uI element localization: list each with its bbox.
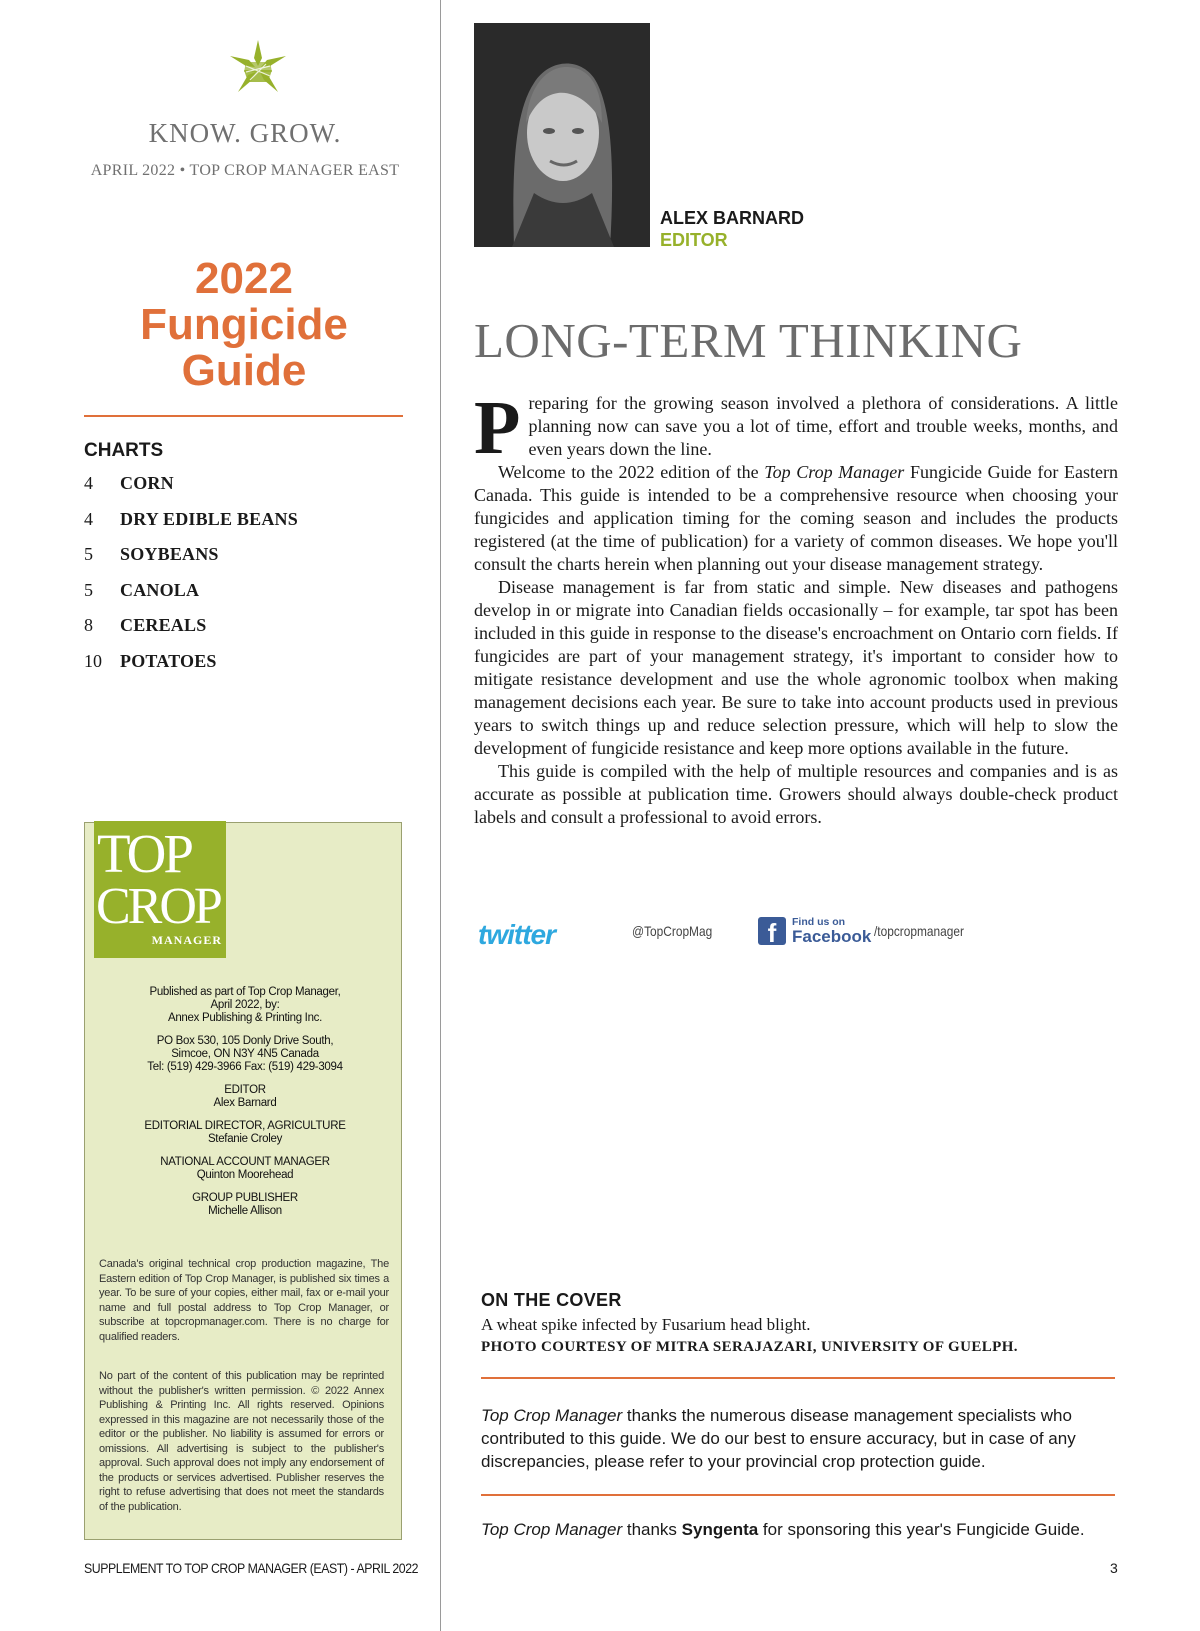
chart-list-item[interactable] bbox=[84, 544, 404, 580]
publication-name: Top Crop Manager bbox=[764, 462, 905, 482]
chart-list-item[interactable] bbox=[84, 651, 404, 687]
sponsor-name: Syngenta bbox=[681, 1520, 759, 1539]
divider-rule bbox=[481, 1494, 1115, 1496]
staff-entry bbox=[125, 1192, 365, 1218]
staff-entry bbox=[125, 1156, 365, 1182]
thanks-text: thanks the numerous disease management specialists who contributed to this guide. We do our best to ensure accuracy, but in case of any discrepancies, please refer to your provincial crop protection guide. bbox=[481, 1406, 1076, 1471]
chart-page: 4 bbox=[84, 473, 93, 493]
thanks-sponsor-note bbox=[481, 1520, 1115, 1540]
article-paragraph bbox=[474, 386, 1118, 470]
drop-cap: P bbox=[474, 386, 521, 470]
chart-list-item[interactable] bbox=[84, 509, 404, 545]
address-line: Simcoe, ON N3Y 4N5 Canada bbox=[171, 1048, 319, 1060]
staff-name: Stefanie Croley bbox=[207, 1133, 283, 1145]
guide-title-word1: Fungicide bbox=[140, 300, 348, 349]
guide-title-year: 2022 bbox=[195, 254, 293, 303]
chart-list-item[interactable] bbox=[84, 615, 404, 651]
article-paragraph: This guide is compiled with the help of multiple resources and companies and is as accurate as possible at publication time. Growers should always double-check product labels and consult a professional to avoid errors. bbox=[474, 761, 1118, 827]
thanks-text: for sponsoring this year's Fungicide Guide. bbox=[758, 1520, 1085, 1539]
facebook-wordmark[interactable]: Facebook bbox=[792, 927, 872, 946]
tagline: KNOW. GROW. bbox=[148, 118, 342, 148]
column-divider bbox=[440, 0, 441, 1631]
guide-title-word2: Guide bbox=[181, 346, 307, 395]
chart-name: DRY EDIBLE BEANS bbox=[120, 508, 298, 529]
facebook-find-us: Find us on bbox=[792, 916, 846, 928]
paragraph-text: Fungicide Guide for Eastern Canada. This guide is intended to be a comprehensive resource when choosing your fungicides and application timing for the coming season and includes the products registered (at the time of publication) for a variety of common diseases. We hope you'll consult the charts herein when planning out your disease management strategy. bbox=[474, 462, 1118, 574]
cover-photo-credit: PHOTO COURTESY OF MITRA SERAJAZARI, UNIVERSITY OF GUELPH. bbox=[481, 1339, 1018, 1355]
thanks-text: thanks bbox=[622, 1520, 682, 1539]
editor-portrait-photo bbox=[474, 23, 650, 247]
wheat-star-logo-icon bbox=[224, 36, 292, 104]
chart-name: POTATOES bbox=[120, 650, 217, 671]
publication-name: Top Crop Manager bbox=[481, 1520, 623, 1539]
chart-list-item[interactable] bbox=[84, 580, 404, 616]
chart-page: 5 bbox=[84, 579, 93, 600]
logo-manager-text: MANAGER bbox=[151, 933, 222, 947]
article-paragraph bbox=[474, 461, 1118, 576]
staff-role: GROUP PUBLISHER bbox=[192, 1192, 298, 1204]
publisher-line: Annex Publishing & Printing Inc. bbox=[167, 1012, 323, 1024]
publisher-line: Published as part of Top Crop Manager, bbox=[149, 986, 341, 998]
guide-title bbox=[84, 256, 404, 394]
charts-list bbox=[84, 473, 404, 686]
title-rule bbox=[84, 415, 403, 417]
staff-name: Quinton Moorehead bbox=[196, 1169, 294, 1181]
article-paragraph: Disease management is far from static and simple. New diseases and pathogens develop in or migrate into Canadian fields occasionally – for example, tar spot has been included in this guide in response to the disease's encroachment on Ontario corn fields. If fungicides are part of your management strategy, it's important to consider how to mitigate resistance development and use the whole agronomic toolbox when making management decisions each year. Be sure to take into account products used in previous years to switch things up and reduce selection pressure, which will help to slow the development of fungicide resistance and keep more options available in the future. bbox=[474, 577, 1118, 758]
thanks-specialists-note bbox=[481, 1404, 1115, 1473]
editor-name: ALEX BARNARD bbox=[660, 208, 804, 228]
address-line: PO Box 530, 105 Donly Drive South, bbox=[156, 1035, 334, 1047]
staff-role: EDITORIAL DIRECTOR, AGRICULTURE bbox=[144, 1120, 346, 1132]
chart-name: CANOLA bbox=[120, 579, 200, 600]
publication-name: Top Crop Manager bbox=[481, 1406, 623, 1425]
charts-heading: CHARTS bbox=[84, 440, 164, 461]
chart-name: CORN bbox=[120, 473, 174, 493]
cover-description: A wheat spike infected by Fusarium head blight. bbox=[481, 1315, 811, 1334]
staff-entry bbox=[125, 1084, 365, 1110]
paragraph-text: Welcome to the 2022 edition of the bbox=[498, 462, 765, 482]
facebook-icon[interactable]: f bbox=[758, 917, 786, 945]
chart-name: SOYBEANS bbox=[120, 544, 219, 564]
chart-name: CEREALS bbox=[120, 615, 207, 635]
footer-supplement-line: SUPPLEMENT TO TOP CROP MANAGER (EAST) - APRIL 2022 bbox=[84, 1560, 419, 1576]
staff-entry bbox=[125, 1120, 365, 1146]
page-number: 3 bbox=[1110, 1560, 1118, 1576]
masthead-credits bbox=[125, 986, 365, 1228]
chart-list-item[interactable] bbox=[84, 473, 404, 509]
staff-role: EDITOR bbox=[224, 1084, 266, 1096]
top-crop-manager-logo bbox=[94, 821, 226, 958]
twitter-logo-icon[interactable]: twitter bbox=[478, 919, 555, 950]
publisher-block bbox=[125, 986, 365, 1025]
staff-name: Michelle Allison bbox=[208, 1205, 282, 1217]
chart-page: 5 bbox=[84, 544, 93, 564]
divider-rule bbox=[481, 1377, 1115, 1379]
chart-page: 4 bbox=[84, 508, 93, 529]
editor-role: EDITOR bbox=[660, 230, 728, 250]
about-paragraph: Canada's original technical crop production magazine, The Eastern edition of Top Crop Manager, is published six times a year. To be sure of your copies, either mail, fax or e-mail your name and full postal address to Top Crop Manager, or subscribe at topcropmanager.com. There is no charge for qualified readers. bbox=[99, 1258, 389, 1343]
logo-top-text: TOP bbox=[97, 823, 191, 884]
twitter-handle[interactable]: @TopCropMag bbox=[632, 923, 713, 939]
issue-line: APRIL 2022 • TOP CROP MANAGER EAST bbox=[90, 162, 400, 179]
address-line: Tel: (519) 429-3966 Fax: (519) 429-3094 bbox=[147, 1061, 343, 1073]
cover-heading: ON THE COVER bbox=[481, 1290, 622, 1310]
social-links bbox=[478, 915, 998, 955]
legal-paragraph: No part of the content of this publication may be reprinted without the publisher's written permission. © 2022 Annex Publishing & Printing Inc. All rights reserved. Opinions expressed in this magazine are not necessarily those of the editor or the publisher. No liability is assumed for errors or omissions. All advertising is subject to the publisher's approval. Such approval does not imply any endorsement of the products or services advertised. Publisher reserves the right to refuse advertising that does not meet the standards of the publication. bbox=[99, 1370, 384, 1513]
staff-name: Alex Barnard bbox=[213, 1097, 277, 1109]
facebook-handle[interactable]: /topcropmanager bbox=[874, 923, 964, 939]
logo-crop-text: CROP bbox=[96, 878, 220, 935]
article-headline: LONG-TERM THINKING bbox=[474, 313, 1023, 368]
publisher-line: April 2022, by: bbox=[210, 999, 280, 1011]
staff-role: NATIONAL ACCOUNT MANAGER bbox=[160, 1156, 330, 1168]
article-body bbox=[474, 386, 1118, 829]
paragraph-text: reparing for the growing season involved a plethora of considerations. A little planning now can save you a lot of time, effort and trouble weeks, months, and even years down the line. bbox=[528, 393, 1118, 459]
chart-page: 10 bbox=[84, 650, 102, 671]
address-block bbox=[125, 1035, 365, 1074]
chart-page: 8 bbox=[84, 615, 93, 635]
